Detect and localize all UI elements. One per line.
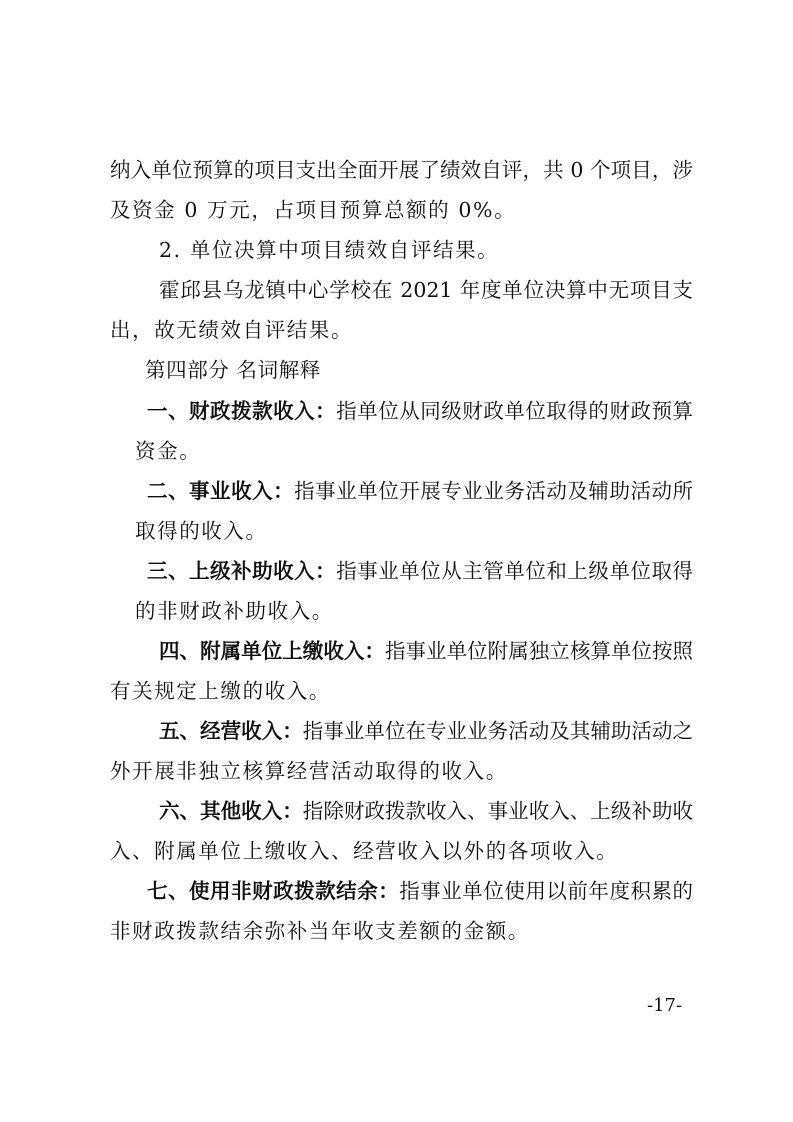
definition-5-text: 指事业单位在专业业务活动及其辅助活动之	[302, 719, 694, 743]
definition-6-line-2: 入、附属单位上缴收入、经营收入以外的各项收入。	[110, 839, 619, 863]
definition-3-line-1	[147, 557, 693, 585]
paragraph-1-line-2: 及资金 0 万元，占项目预算总额的 0%。	[110, 198, 517, 222]
definition-1-term: 一、财政拨款收入：	[147, 399, 337, 423]
definition-5-term: 五、经营收入：	[159, 719, 303, 743]
page-number: -17-	[647, 995, 683, 1016]
definition-3-term: 三、上级补助收入：	[147, 559, 337, 583]
definition-2-line-1	[147, 477, 693, 505]
definition-2-term: 二、事业收入：	[147, 479, 295, 503]
definition-7-term: 七、使用非财政拨款结余：	[147, 879, 400, 903]
definition-1-line-1	[147, 397, 693, 425]
definition-6-term: 六、其他收入：	[159, 799, 303, 823]
paragraph-2-line-1: 霍邱县乌龙镇中心学校在 2021 年度单位决算中无项目支	[159, 278, 693, 302]
definition-1-text: 指单位从同级财政单位取得的财政预算	[336, 399, 694, 423]
section-heading: 第四部分 名词解释	[145, 358, 321, 382]
definition-7-line-1	[147, 877, 693, 905]
definition-7-line-2: 非财政拨款结余弥补当年收支差额的金额。	[110, 919, 530, 943]
paragraph-1-line-1: 纳入单位预算的项目支出全面开展了绩效自评，共 0 个项目，涉	[110, 158, 693, 182]
item-2-heading: 2. 单位决算中项目绩效自评结果。	[159, 238, 500, 262]
definition-4-line-2: 有关规定上缴的收入。	[110, 679, 331, 703]
definition-6-line-1	[159, 797, 693, 825]
definition-4-line-1	[159, 637, 693, 665]
definition-4-text: 指事业单位附属独立核算单位按照	[384, 639, 694, 663]
definition-2-text: 指事业单位开展专业业务活动及辅助活动所	[294, 479, 693, 503]
definition-2-line-2: 取得的收入。	[135, 519, 268, 543]
definition-3-text: 指事业单位从主管单位和上级单位取得	[336, 559, 694, 583]
definition-7-text: 指事业单位使用以前年度积累的	[399, 879, 694, 903]
definition-3-line-2: 的非财政补助收入。	[135, 599, 334, 623]
definition-1-line-2: 资金。	[135, 439, 202, 463]
definition-5-line-1	[159, 717, 693, 745]
definition-6-text: 指除财政拨款收入、事业收入、上级补助收	[302, 799, 694, 823]
definition-5-line-2: 外开展非独立核算经营活动取得的收入。	[110, 759, 508, 783]
paragraph-2-line-2: 出，故无绩效自评结果。	[110, 318, 354, 342]
definition-4-term: 四、附属单位上缴收入：	[159, 639, 385, 663]
